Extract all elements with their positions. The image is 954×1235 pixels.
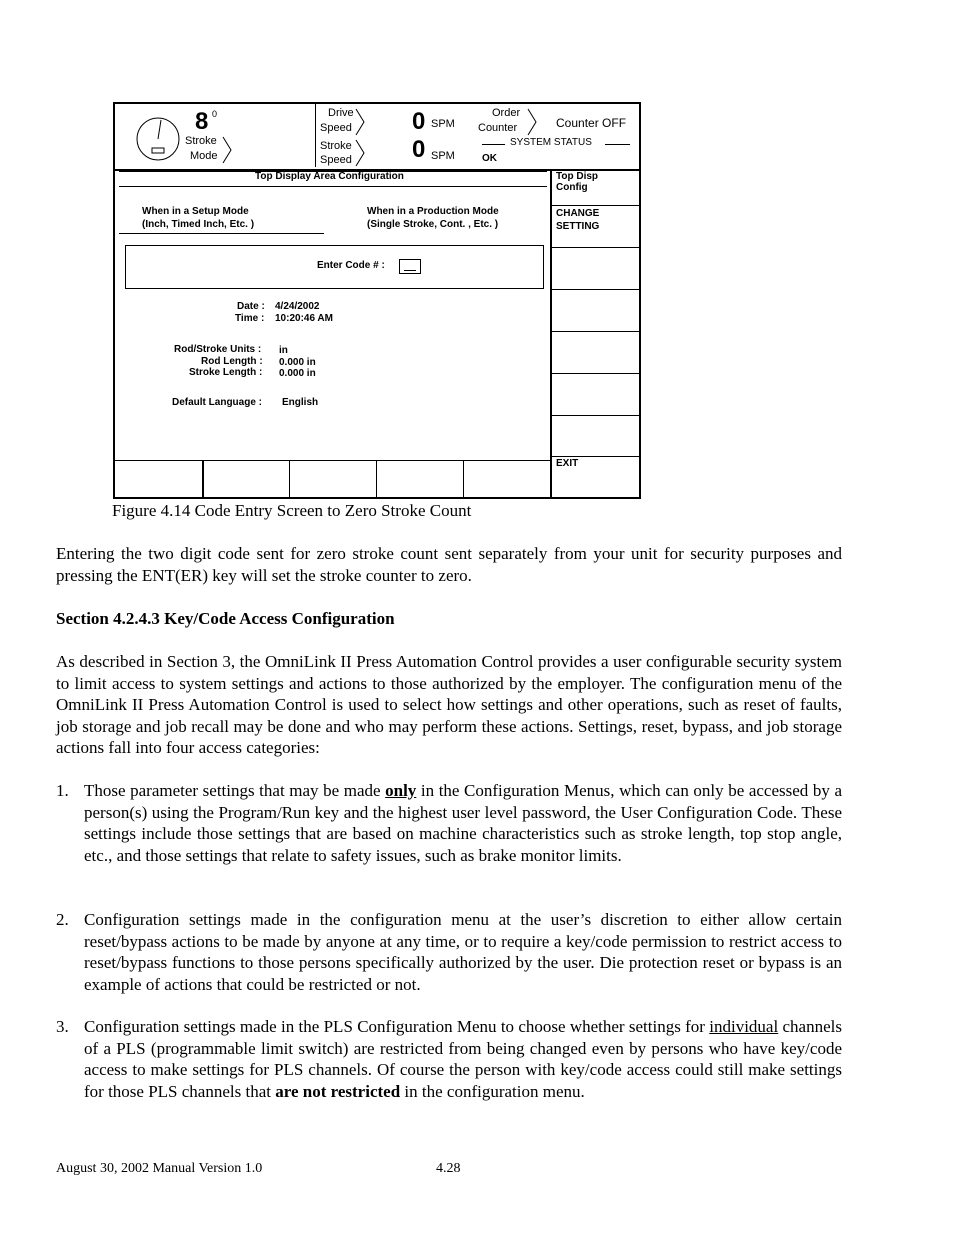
rod-length-value: 0.000 in <box>279 357 316 368</box>
bottom-key-3[interactable] <box>290 461 376 497</box>
bottom-key-5[interactable] <box>464 461 550 497</box>
status-rule-right <box>605 144 630 145</box>
setup-mode-subheading: (Inch, Timed Inch, Etc. ) <box>142 219 255 230</box>
status-divider <box>315 104 316 167</box>
list-item-3 <box>84 1016 842 1102</box>
softkey-exit[interactable] <box>552 457 639 497</box>
softkey-blank-4[interactable] <box>552 290 639 331</box>
figure-caption: Figure 4.14 Code Entry Screen to Zero Stroke Count <box>112 501 472 520</box>
units-label: Rod/Stroke Units : <box>174 344 262 355</box>
system-status-value: OK <box>482 153 497 164</box>
stroke-speed-label: Stroke <box>320 140 352 152</box>
date-value: 4/24/2002 <box>275 301 320 312</box>
drive-speed-label: Speed <box>320 122 352 134</box>
bottom-key-1[interactable] <box>115 461 202 497</box>
footer-page-number: 4.28 <box>436 1161 461 1176</box>
hmi-screen-figure <box>113 102 641 499</box>
list-item-3-text-a: Configuration settings made in the PLS Configuration Menu to choose whether settings for <box>84 1017 710 1036</box>
drive-speed-unit: SPM <box>431 118 455 130</box>
list-item-3-text-c: in the configuration menu. <box>400 1081 585 1101</box>
paragraph-zero-stroke: Entering the two digit code sent for zero stroke count sent separately from your unit for security purposes and pressing the ENT(ER) key will set the stroke counter to zero. <box>56 544 842 585</box>
stroke-length-value: 0.000 in <box>279 368 316 379</box>
list-number-2: 2. <box>56 910 69 929</box>
date-label: Date : <box>237 301 265 312</box>
time-value: 10:20:46 AM <box>275 313 333 324</box>
counter-label: Counter <box>478 122 518 134</box>
list-item-1-emphasis: only <box>385 781 417 800</box>
counter-status: Counter OFF <box>556 116 627 130</box>
title-rule-bottom <box>119 186 547 187</box>
bottom-key-4[interactable] <box>377 461 463 497</box>
softkey-top-disp-config[interactable] <box>552 171 639 206</box>
screen-title: Top Display Area Configuration <box>255 171 404 182</box>
list-item-3-underline: individual <box>709 1017 779 1036</box>
list-item-3-bold: are not restricted <box>275 1081 401 1101</box>
production-mode-subheading: (Single Stroke, Cont. , Etc. ) <box>367 219 499 230</box>
mode-label: Mode <box>190 150 218 162</box>
list-number-3: 3. <box>56 1017 69 1036</box>
status-rule-left <box>482 144 505 145</box>
softkey-top-disp-line1: Top Disp <box>556 171 599 182</box>
list-item-1-text-b: in the Configuration Menus, which can only be accessed by a person(s) using the Program/Run key and the highest user level password, the User Configuration Code. These settings include those settings that are based on machine characteristics such as stroke length, top stop angle, etc., and those settings that relate to safety issues, such as brake monitor limits. <box>84 781 842 865</box>
stroke-length-label: Stroke Length : <box>189 367 263 378</box>
drive-speed-value: 0 <box>412 108 426 135</box>
paragraph-security-intro: As described in Section 3, the OmniLink II Press Automation Control provides a user configurable security system to limit access to system settings and actions to those authorized by the employer. The configuration menu of the OmniLink II Press Automation Control is used to select how settings and other operations, such as reset of faults, job storage and job recall may be done and who may perform these actions. Settings, reset, bypass, and job storage actions fall into four access categories: <box>56 652 842 757</box>
setup-mode-rule <box>119 233 324 234</box>
stroke-speed-value: 0 <box>412 136 426 163</box>
default-language-value: English <box>282 397 319 408</box>
stroke-angle-value: 8 <box>195 108 209 135</box>
units-value: in <box>279 345 288 356</box>
drive-chevron-icon <box>355 108 365 141</box>
bottom-key-2[interactable] <box>204 461 289 497</box>
code-entry-field[interactable] <box>399 259 421 274</box>
list-number-1: 1. <box>56 781 69 800</box>
stroke-speed-label-2: Speed <box>320 154 352 166</box>
softkey-blank-5[interactable] <box>552 332 639 373</box>
default-language-label: Default Language : <box>172 397 263 408</box>
mode-chevron-icon <box>222 136 232 169</box>
softkey-change-line1: CHANGE <box>556 208 600 219</box>
stroke-speed-chevron-icon <box>355 139 365 172</box>
softkey-top-disp-line2: Config <box>556 182 588 193</box>
enter-code-label: Enter Code # : <box>317 260 385 271</box>
section-heading: Section 4.2.4.3 Key/Code Access Configuration <box>56 609 395 628</box>
list-item-3-text-b: channels of a PLS (programmable limit switch) are restricted from being changed even by persons who have key/code access to make settings for PLS channels. Of course the person with key/code access could still make settings for those PLS channels that <box>84 1017 842 1101</box>
stroke-angle-unit: 0 <box>212 109 218 119</box>
stroke-label: Stroke <box>185 135 217 147</box>
time-label: Time : <box>235 313 265 324</box>
softkey-blank-6[interactable] <box>552 374 639 415</box>
softkey-exit-label: EXIT <box>556 458 579 469</box>
drive-label: Drive <box>328 107 354 119</box>
softkey-blank-3[interactable] <box>552 248 639 289</box>
stroke-angle-gauge-icon <box>135 116 181 162</box>
softkey-change-setting[interactable] <box>552 206 639 247</box>
footer-version: August 30, 2002 Manual Version 1.0 <box>56 1161 263 1176</box>
stroke-speed-unit: SPM <box>431 150 455 162</box>
list-item-1-text-a: Those parameter settings that may be made <box>84 781 386 800</box>
setup-mode-heading: When in a Setup Mode <box>142 206 249 217</box>
list-item-2: Configuration settings made in the configuration menu at the user’s discretion to either allow certain reset/bypass actions to be made by anyone at any time, or to require a key/code permission to restrict access to reset/bypass functions to those persons specifically authorized by the user. Die protection reset or bypass is an example of actions that could be restricted or not. <box>84 910 842 994</box>
system-status-label: SYSTEM STATUS <box>510 137 592 148</box>
order-label: Order <box>492 107 521 119</box>
softkey-change-line2: SETTING <box>556 221 600 232</box>
rod-length-label: Rod Length : <box>201 356 263 367</box>
list-item-1 <box>84 780 842 866</box>
production-mode-heading: When in a Production Mode <box>367 206 499 217</box>
softkey-blank-7[interactable] <box>552 416 639 456</box>
